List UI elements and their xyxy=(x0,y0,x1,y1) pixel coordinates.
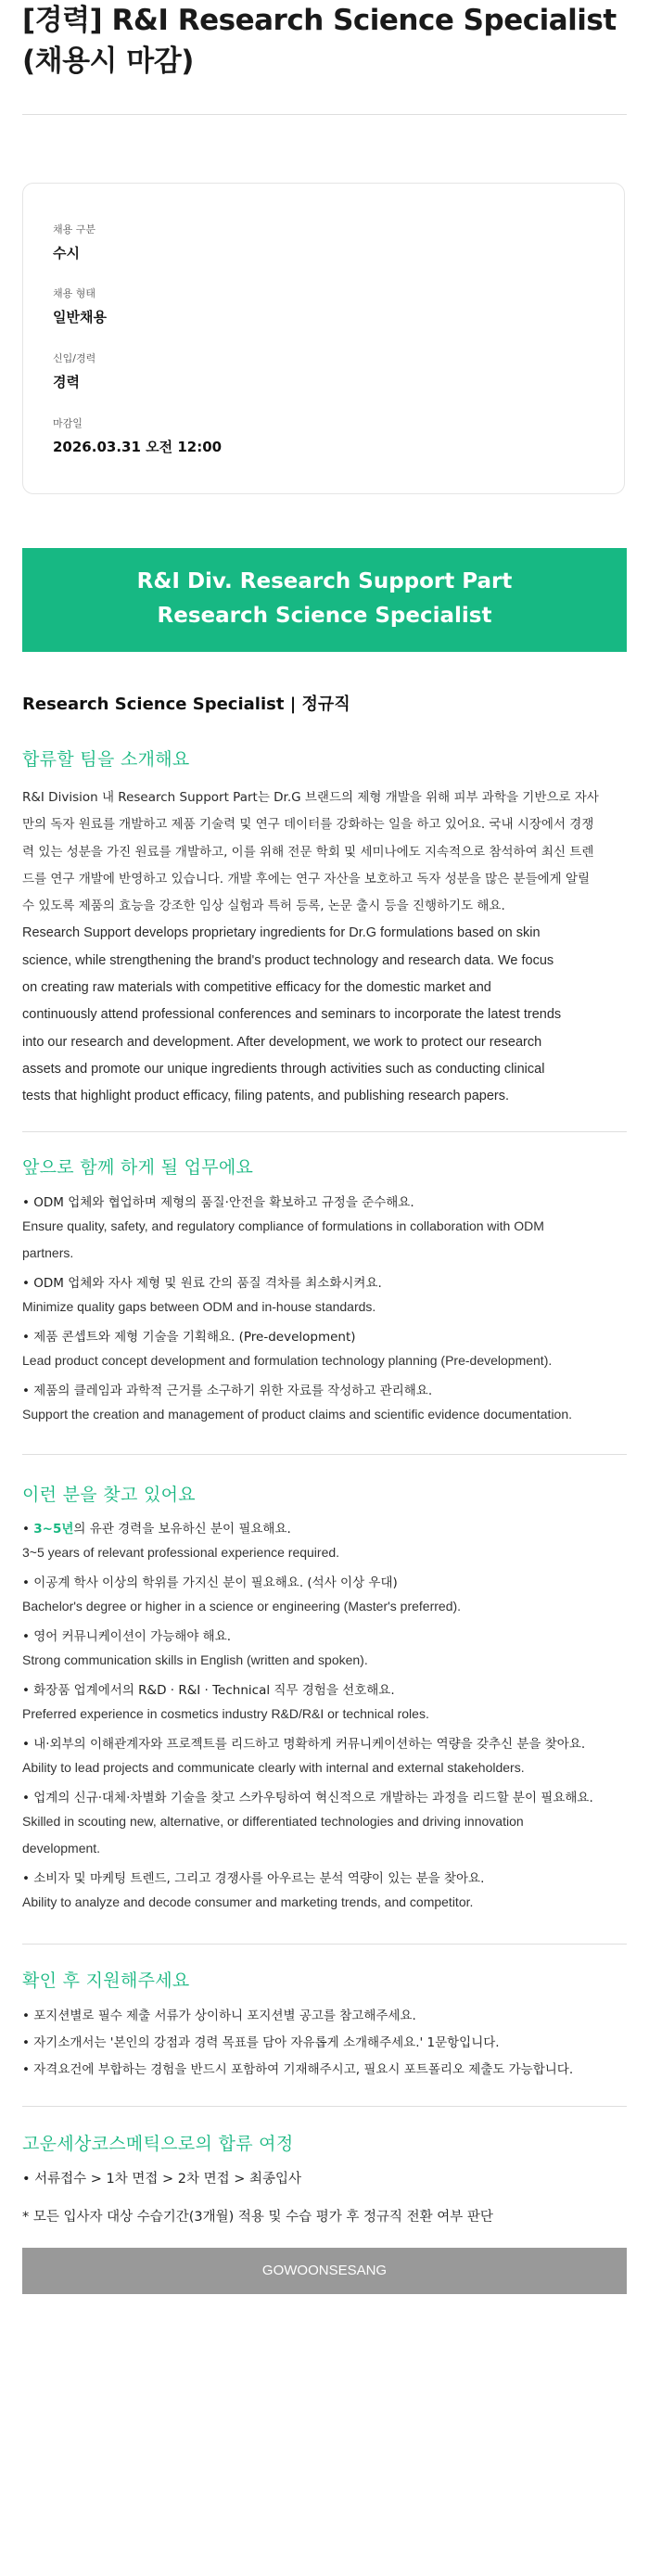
apply-note: • 자격요건에 부합하는 경험을 반드시 포함하여 기재해주시고, 필요시 포트폴리오 제출도 가능합니다. xyxy=(22,2062,574,2077)
apply-note: • 자기소개서는 '본인의 강점과 경력 목표를 담아 자유롭게 소개해주세요.' 1문항입니다. xyxy=(22,2035,500,2050)
section-heading-duties: 앞으로 함께 하게 될 업무에요 xyxy=(22,1157,254,1178)
duty-item-en: partners. xyxy=(22,1245,74,1260)
banner-position: Research Science Specialist xyxy=(157,604,492,628)
banner-department: R&I Div. Research Support Part xyxy=(136,569,513,593)
requirement-item xyxy=(22,1518,625,1537)
team-en-line: science, while strengthening the brand's product technology and research data. We focus xyxy=(22,952,554,968)
hiring-steps: • 서류접수 > 1차 면접 > 2차 면접 > 최종입사 xyxy=(22,2172,302,2187)
duty-item-en: Ensure quality, safety, and regulatory compliance of formulations in collaboration with ODM xyxy=(22,1218,544,1233)
employment-type-label: 채용 형태 xyxy=(53,287,96,300)
hire-type-label: 채용 구분 xyxy=(53,223,96,236)
team-en-line: continuously attend professional conferences and seminars to incorporate the latest trends xyxy=(22,1007,562,1023)
deadline-label: 마감일 xyxy=(53,417,83,429)
section-heading-requirements: 이런 분을 찾고 있어요 xyxy=(22,1485,196,1505)
team-en-line: on creating raw materials with competitive efficacy for the domestic market and xyxy=(22,980,491,996)
job-headline: Research Science Specialist | 정규직 xyxy=(22,695,350,714)
requirement-item: • 업계의 신규·대체·차별화 기술을 찾고 스카우팅하여 혁신적으로 개발하는 과정을 리드할 분이 필요해요. xyxy=(22,1791,593,1805)
team-en-line: Research Support develops proprietary ingredients for Dr.G formulations based on skin xyxy=(22,925,541,941)
years-highlight: 3~5년 xyxy=(33,1522,74,1537)
section-heading-process: 고운세상코스메틱으로의 합류 여정 xyxy=(22,2134,294,2154)
divider xyxy=(22,1944,627,1945)
requirement-item: • 이공계 학사 이상의 학위를 가지신 분이 필요해요. (석사 이상 우대) xyxy=(22,1575,398,1590)
employment-type-value: 일반채용 xyxy=(53,309,107,325)
requirement-item: • 소비자 및 마케팅 트렌드, 그리고 경쟁사를 아우르는 분석 역량이 있는 분을 찾아요. xyxy=(22,1871,485,1886)
deadline-value: 2026.03.31 오전 12:00 xyxy=(53,439,223,455)
requirement-item-en: Skilled in scouting new, alternative, or differentiated technologies and driving innovation xyxy=(22,1814,524,1829)
team-en-line: tests that highlight product efficacy, filing patents, and publishing research papers. xyxy=(22,1089,510,1104)
position-banner xyxy=(22,548,627,652)
team-en-line: into our research and development. After development, we work to protect our research xyxy=(22,1034,542,1050)
duty-item: • ODM 업체와 협업하며 제형의 품질·안전을 확보하고 규정을 준수해요. xyxy=(22,1195,414,1210)
section-heading-team: 합류할 팀을 소개해요 xyxy=(22,749,190,770)
team-ko-line: 수 있도록 제품의 효능을 강조한 임상 실험과 특허 등록, 논문 출시 등을 진행하기도 해요. xyxy=(22,899,505,914)
team-ko-line: 만의 독자 원료를 개발하고 제품 기술력 및 연구 데이터를 강화하는 일을 하고 있어요. 국내 시장에서 경쟁 xyxy=(22,817,594,833)
requirement-item-en: Strong communication skills in English (written and spoken). xyxy=(22,1652,368,1667)
requirement-item-en: Preferred experience in cosmetics industry R&D/R&I or technical roles. xyxy=(22,1706,429,1721)
team-description xyxy=(22,784,625,1111)
probation-note: * 모든 입사자 대상 수습기간(3개월) 적용 및 수습 평가 후 정규직 전환 여부 판단 xyxy=(22,2210,493,2225)
duty-item-en: Lead product concept development and formulation technology planning (Pre-development). xyxy=(22,1353,553,1368)
team-ko-line: 드를 연구 개발에 반영하고 있습니다. 개발 후에는 연구 자산을 보호하고 독자 성분을 많은 분들에게 알릴 xyxy=(22,871,591,886)
requirement-item-en: development. xyxy=(22,1841,101,1855)
divider xyxy=(22,1454,627,1455)
duty-item-en: Minimize quality gaps between ODM and in-house standards. xyxy=(22,1299,376,1314)
team-ko-line: R&I Division 내 Research Support Part는 Dr.G 브랜드의 제형 개발을 위해 피부 과학을 기반으로 자사 xyxy=(22,790,599,805)
bullet: • xyxy=(22,1522,34,1537)
requirement-item: • 영어 커뮤니케이션이 가능해야 해요. xyxy=(22,1629,232,1644)
requirement-item-en: Ability to lead projects and communicate clearly with internal and external stakeholders. xyxy=(22,1760,525,1775)
duty-item-en: Support the creation and management of product claims and scientific evidence documentation. xyxy=(22,1407,573,1422)
duty-item: • 제품의 클레임과 과학적 근거를 소구하기 위한 자료를 작성하고 관리해요. xyxy=(22,1384,433,1398)
duty-item: • 제품 콘셉트와 제형 기술을 기획해요. (Pre-development) xyxy=(22,1330,356,1345)
requirement-item-en: 3~5 years of relevant professional experience required. xyxy=(22,1545,340,1560)
section-heading-apply: 확인 후 지원해주세요 xyxy=(22,1970,190,1991)
requirement-item: • 화장품 업계에서의 R&D · R&I · Technical 직무 경험을 선호해요. xyxy=(22,1683,395,1698)
requirement-item: • 내·외부의 이해관계자와 프로젝트를 리드하고 명확하게 커뮤니케이션하는 역량을 갖추신 분을 찾아요. xyxy=(22,1737,586,1752)
hire-type-value: 수시 xyxy=(53,245,80,261)
divider xyxy=(22,114,627,115)
requirement-item-en: Ability to analyze and decode consumer and marketing trends, and competitor. xyxy=(22,1894,474,1909)
divider xyxy=(22,1131,627,1132)
page-title: [경력] R&I Research Science Specialist (채용시 마감) xyxy=(22,4,617,78)
career-level-label: 신입/경력 xyxy=(53,352,96,364)
career-level-value: 경력 xyxy=(53,374,80,390)
apply-note: • 포지션별로 필수 제출 서류가 상이하니 포지션별 공고를 참고해주세요. xyxy=(22,2009,416,2023)
requirement-item-en: Bachelor's degree or higher in a science or engineering (Master's preferred). xyxy=(22,1599,462,1613)
team-ko-line: 력 있는 성분을 가진 원료를 개발하고, 이를 위해 전문 학회 및 세미나에도 지속적으로 참석하여 최신 트렌 xyxy=(22,844,594,860)
requirement-text: 의 유관 경력을 보유하신 분이 필요해요. xyxy=(73,1522,291,1537)
divider xyxy=(22,2106,627,2107)
team-en-line: assets and promote our unique ingredients through activities such as conducting clinical xyxy=(22,1061,545,1077)
duty-item: • ODM 업체와 자사 제형 및 원료 간의 품질 격차를 최소화시켜요. xyxy=(22,1276,382,1291)
company-button[interactable]: GOWOONSESANG xyxy=(22,2248,627,2294)
